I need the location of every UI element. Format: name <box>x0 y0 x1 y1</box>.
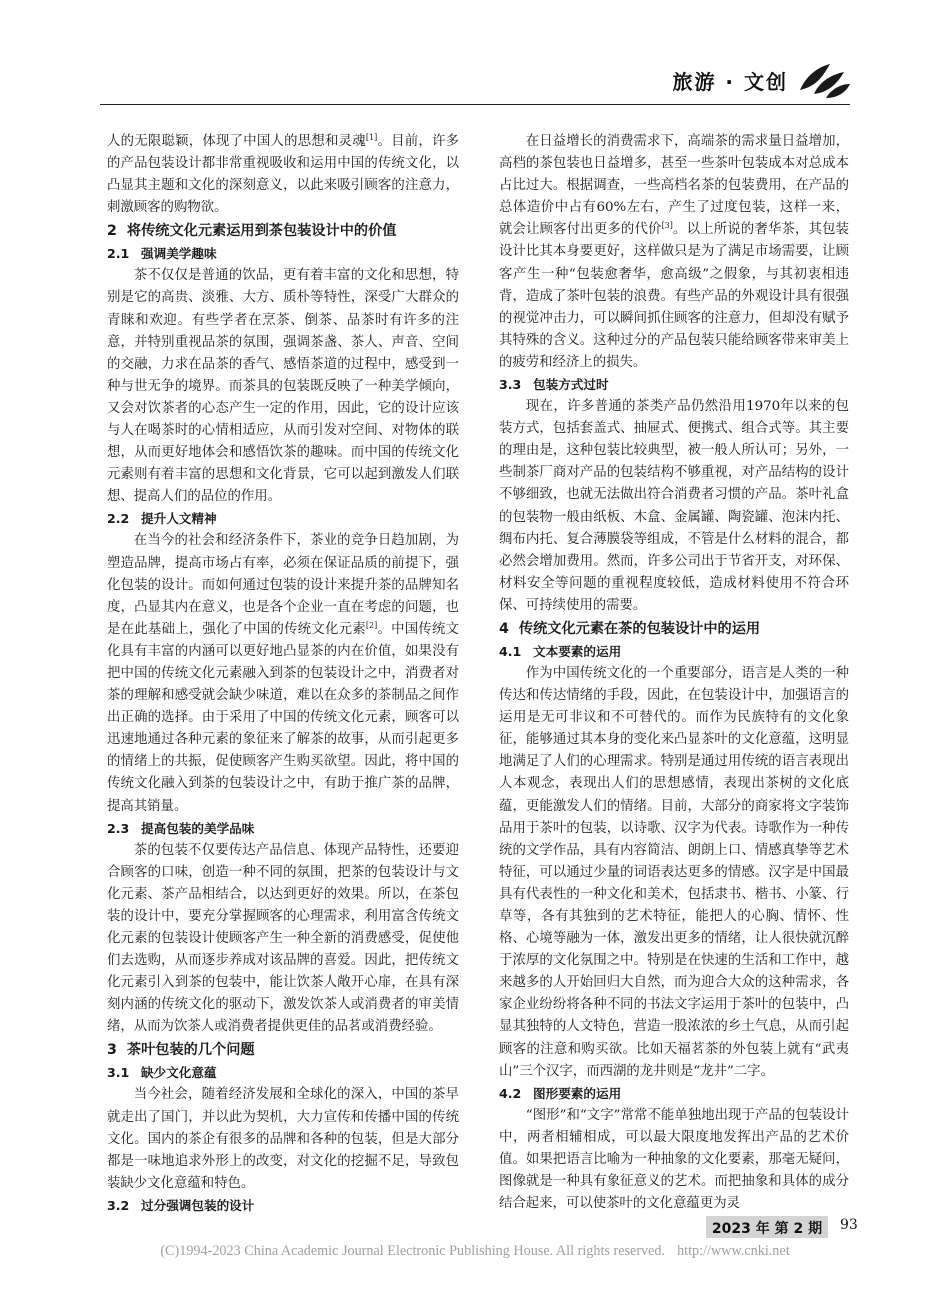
paragraph: 在日益增长的消费需求下，高端茶的需求量日益增加，高档的茶包装也日益增多，甚至一些茶叶包装成本对总成本占比过大。根据调查，一些高档名茶的包装费用，在产品的总体造价中占有60%左右，产生了过度包装，这样一来，就会让顾客付出更多的代价[3]。以上所说的奢华茶，其包装设计比其本身要更好，这样做只是为了满足市场需要，让顾客产生一种“包装愈奢华，愈高级”之假象，与其初衷相违背，造成了茶叶包装的浪费。有些产品的外观设计具有很强的视觉冲击力，可以瞬间抓住顾客的注意力，但却没有赋予其特殊的含义。这种过分的产品包装只能给顾客带来审美上的疲劳和经济上的损失。 <box>499 134 850 370</box>
section-title: 旅游 · 文创 <box>672 70 788 94</box>
header-rule <box>100 104 850 105</box>
subsection-heading: 2.1 强调美学趣味 <box>107 246 217 262</box>
paragraph: 人的无限聪颖，体现了中国人的思想和灵魂[1]。目前，许多的产品包装设计都非常重视吸收和运用中国的传统文化，以凸显其主题和文化的深刻意义，以此来吸引顾客的注意力，刺激顾客的购物欲。 <box>107 133 460 216</box>
subsection-heading: 2.3 提高包装的美学品味 <box>107 820 255 836</box>
subsection-heading: 3.2 过分强调包装的设计 <box>107 1197 255 1213</box>
copyright-footer: (C)1994-2023 China Academic Journal Electronic Publishing House. All rights reserved. http://www.cnki.net <box>160 1243 790 1259</box>
subsection-heading: 2.2 提升人文精神 <box>107 511 217 527</box>
section-heading: 4 传统文化元素在茶的包装设计中的运用 <box>499 620 761 637</box>
subsection-heading: 3.3 包装方式过时 <box>499 377 609 393</box>
paragraph: 在当今的社会和经济条件下，茶业的竞争日趋加剧，为塑造品牌，提高市场占有率，必须在保证品质的前提下，强化包装的设计。而如何通过包装的设计来提升茶的品牌知名度，凸显其内在意义，也是各个企业一直在考虑的问题，也是在此基础上，强化了中国的传统文化元素[2]。中国传统文化具有丰富的内涵可以更好地凸显茶的内在价值，如果没有把中国的传统文化元素融入到茶的包装设计之中，消费者对茶的理解和感受就会缺少味道，难以在众多的茶制品之间作出正确的选择。由于采用了中国的传统文化元素，顾客可以迅速地通过各种元素的象征来了解茶的故事，从而引起更多的情绪上的共振，促使顾客产生购买欲望。因此，将中国的传统文化融入到茶的包装设计之中，有助于推广茶的品牌，提高其销量。 <box>107 533 460 814</box>
page-header <box>0 0 950 112</box>
citation-ref[interactable]: [2] <box>365 620 378 630</box>
cnki-link[interactable]: http://www.cnki.net <box>677 1243 790 1259</box>
subsection-heading: 4.1 文本要素的运用 <box>499 643 622 659</box>
subsection-heading: 3.1 缺少文化意蕴 <box>107 1065 217 1081</box>
page-number: 93 <box>840 1217 858 1233</box>
paragraph: 现在，许多普通的茶类产品仍然沿用1970年以来的包装方式，包括套盖式、抽屉式、便携式、组合式等。其主要的理由是，这种包装比较典型，被一般人所认可；另外，一些制茶厂商对产品的包装结构不够重视，对产品结构的设计不够细致，也就无法做出符合消费者习惯的产品。茶叶礼盒的包装物一般由纸板、木盒、金属罐、陶瓷罐、泡沫内托、绸布内托、复合薄膜袋等组成，不管是什么材料的混合，都必然会增加费用。然而，许多公司出于节省开支，对环保、材料安全等问题的重视程度较低，造成材料使用不符合环保、可持续使用的需要。 <box>499 399 849 613</box>
section-heading: 2 将传统文化元素运用到茶包装设计中的价值 <box>107 223 397 240</box>
paragraph: “图形”和“文字”常常不能单独地出现于产品的包装设计中，两者相辅相成，可以最大限度地发挥出产品的艺术价值。如果把语言比喻为一种抽象的文化要素，那毫无疑问，图像就是一种具有象征意义的艺术。而把抽象和具体的成分结合起来，可以使茶叶的文化意蕴更为灵 <box>499 1107 849 1212</box>
subsection-heading: 4.2 图形要素的运用 <box>499 1085 622 1101</box>
paragraph: 当今社会，随着经济发展和全球化的深入，中国的茶早就走出了国门，并以此为契机，大力宣传和传播中国的传统文化。国内的茶企有很多的品牌和各种的包装，但是大部分都是一味地追求外形上的改变，对文化的挖掘不足，导致包装缺少文化意蕴和特色。 <box>107 1087 459 1191</box>
issue-badge: 2023 年 第 2 期 <box>706 1216 828 1238</box>
left-column <box>107 131 459 1217</box>
right-column <box>499 131 849 1215</box>
citation-ref[interactable]: [1] <box>365 133 378 142</box>
paragraph: 茶不仅仅是普通的饮品，更有着丰富的文化和思想，特别是它的高贵、淡雅、大方、质朴等特性，深受广大群众的青睐和欢迎。有些学者在烹茶、倒茶、品茶时有许多的注意，并特别重视品茶的氛围，强调茶盏、茶人、声音、空间的交融，力求在品茶的香气、感悟茶道的过程中，感受到一种与世无争的境界。而茶具的包装既反映了一种美学倾向，又会对饮茶者的心态产生一定的作用，因此，它的设计应该与人在喝茶时的心情相适应，从而引发对空间、对物体的联想，从而更好地体会和感悟饮茶的趣味。而中国的传统文化元素则有着丰富的思想和文化背景，它可以起到激发人们联想、提高人们的品位的作用。 <box>107 268 459 505</box>
paragraph: 作为中国传统文化的一个重要部分，语言是人类的一种传达和传达情绪的手段，因此，在包装设计中，加强语言的运用是无可非议和不可替代的。而作为民族特有的文化象征，能够通过其本身的变化来凸显茶叶的文化意蕴，这明显地满足了人们的心理需求。特别是通过用传统的语言表现出人本观念，表现出人们的思想感情，表现出茶树的文化底蕴，更能激发人们的情绪。目前，大部分的商家将文字装饰品用于茶叶的包装，以诗歌、汉字为代表。诗歌作为一种传统的文学作品，具有内容简洁、朗朗上口、情感真挚等艺术特征，可以通过少量的词语表达更多的情感。汉字是中国最具有代表性的一种文化和美术，包括隶书、楷书、小篆、行草等，各有其独到的艺术特征，能把人的心胸、情怀、性格、心境等融为一体，激发出更多的情绪，让人很快就沉醉于浓厚的文化氛围之中。特别是在快速的生活和工作中，越来越多的人开始回归大自然，而为迎合大众的这种需求，各家企业纷纷将各种不同的书法文字运用于茶叶的包装中，凸显其独特的人文特色，营造一股浓浓的乡土气息，从而引起顾客的注意和购买欲。比如天福茗茶的外包装上就有“武夷山”三个汉字，而西湖的龙井则是“龙井”二字。 <box>499 665 849 1079</box>
paragraph: 茶的包装不仅要传达产品信息、体现产品特性，还要迎合顾客的口味，创造一种不同的氛围，把茶的包装设计与文化元素、茶产品相结合，以达到更好的效果。所以，在茶包装的设计中，要充分掌握顾客的心理需求，利用富含传统文化元素的包装设计使顾客产生一种全新的消费感受，促使他们去选购，从而逐步养成对该品牌的喜爱。因此，把传统文化元素引入到茶的包装中，能让饮茶人敞开心扉，在具有深刻内涵的传统文化的驱动下，激发饮茶人或消费者的审美情绪，从而为饮茶人或消费者提供更佳的品茗或消费经验。 <box>107 842 459 1035</box>
leaf-icon <box>796 60 852 100</box>
citation-ref[interactable]: [3] <box>661 221 673 231</box>
section-heading: 3 茶叶包装的几个问题 <box>107 1042 255 1059</box>
